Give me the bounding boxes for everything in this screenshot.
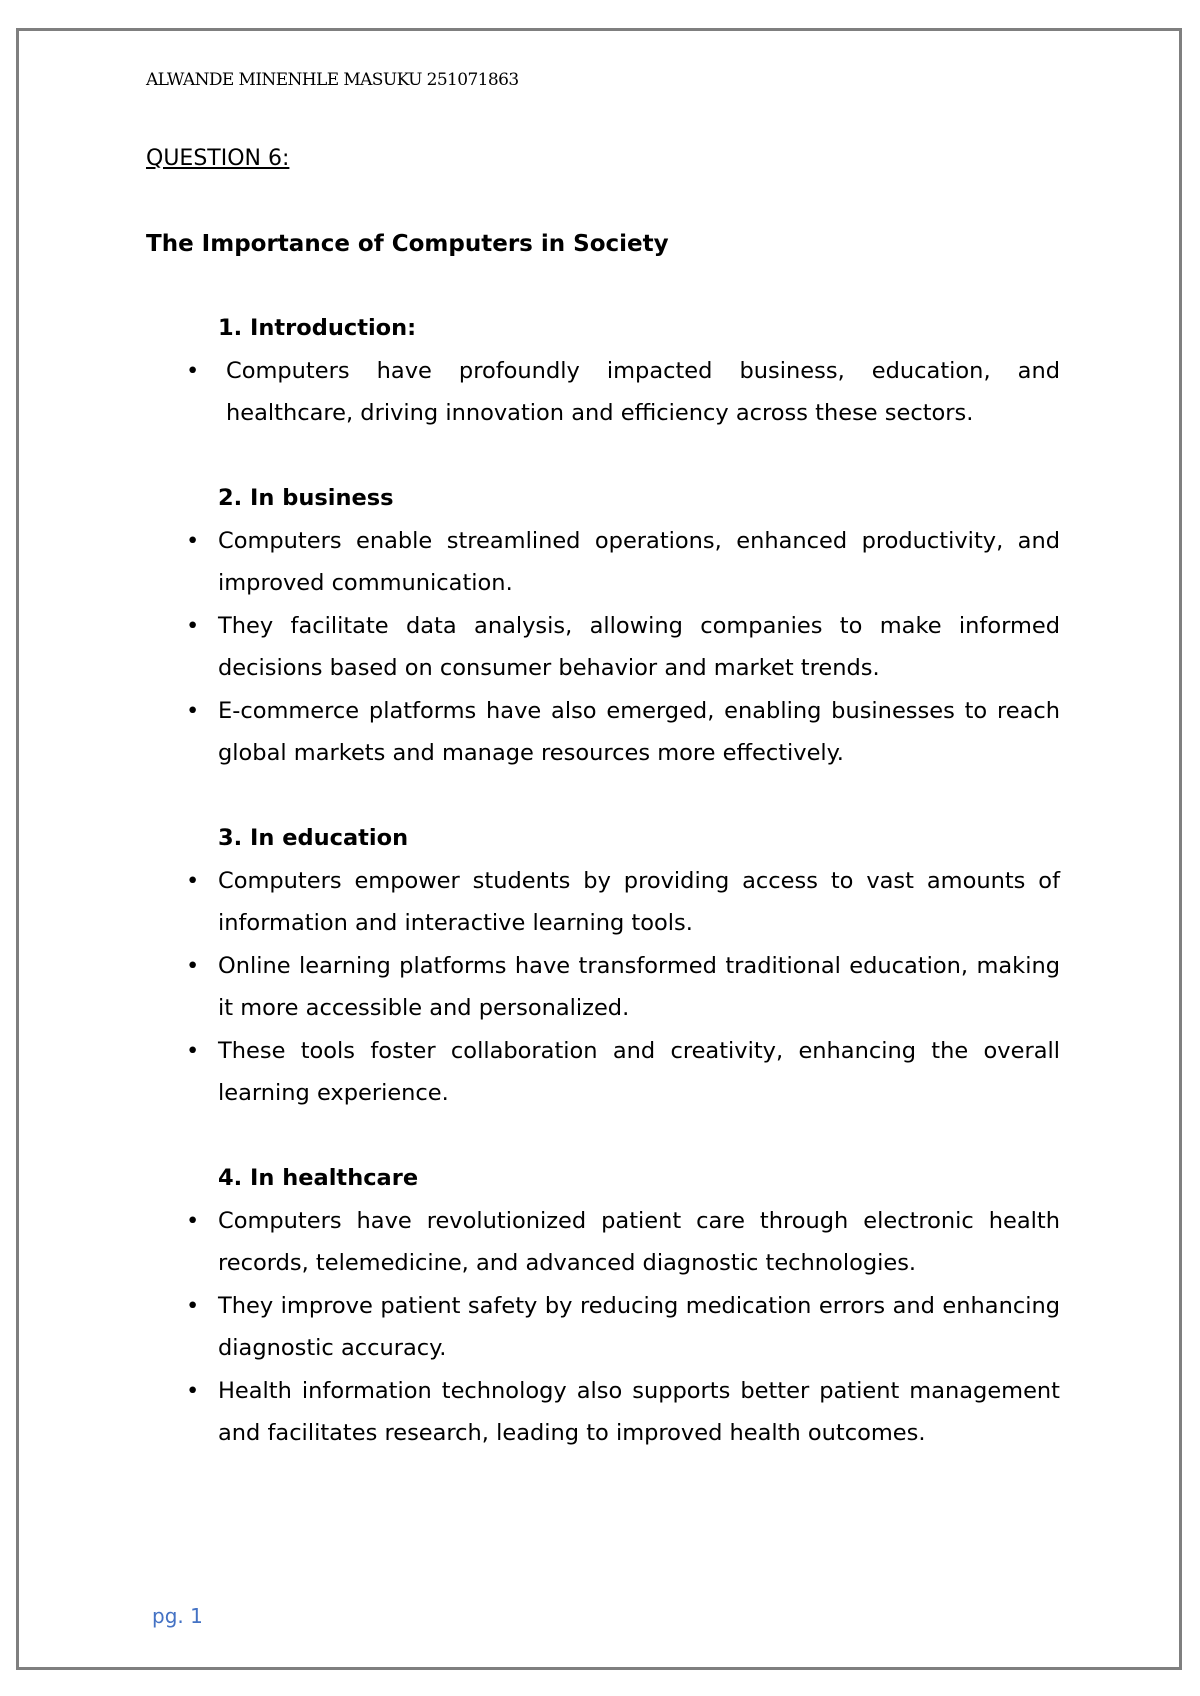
bullet-icon: • (186, 697, 200, 724)
bullet-icon: • (186, 1292, 200, 1319)
section-business (172, 477, 1060, 775)
section-education (172, 817, 1060, 1115)
list-item-text: They improve patient safety by reducing medication errors and enhancing diagnostic accuracy. (218, 1292, 1060, 1361)
list-item (172, 1030, 1060, 1115)
list-item-text: Computers have revolutionized patient care through electronic health records, telemedicine, and advanced diagnostic technologies. (218, 1207, 1060, 1276)
list-item-text: They facilitate data analysis, allowing companies to make informed decisions based on consumer behavior and market trends. (218, 612, 1060, 681)
document-title: The Importance of Computers in Society (146, 231, 669, 257)
list-item (172, 1200, 1060, 1285)
page-number: pg. 1 (152, 1604, 203, 1628)
list-item-text: Computers enable streamlined operations, enhanced productivity, and improved communication. (218, 527, 1060, 596)
bullet-icon: • (186, 952, 200, 979)
list-item-text: E-commerce platforms have also emerged, enabling businesses to reach global markets and manage resources more effectively. (218, 697, 1060, 766)
section-heading: 1. Introduction: (218, 315, 417, 341)
bullet-list (172, 860, 1060, 1115)
bullet-icon: • (186, 1207, 200, 1234)
bullet-list (172, 520, 1060, 775)
section-heading: 2. In business (218, 485, 394, 511)
section-healthcare (172, 1157, 1060, 1455)
list-item (172, 605, 1060, 690)
list-item (172, 945, 1060, 1030)
bullet-list (172, 1200, 1060, 1455)
list-item (172, 1285, 1060, 1370)
list-item-text: These tools foster collaboration and creativity, enhancing the overall learning experience. (218, 1037, 1060, 1106)
list-item-text: Computers empower students by providing access to vast amounts of information and interactive learning tools. (218, 867, 1060, 936)
list-item (172, 1370, 1060, 1455)
list-item-text: Health information technology also supports better patient management and facilitates research, leading to improved health outcomes. (218, 1377, 1060, 1446)
list-item-text: Computers have profoundly impacted business, education, and healthcare, driving innovation and efficiency across these sectors. (226, 357, 1060, 426)
bullet-list (172, 350, 1060, 435)
bullet-icon: • (186, 867, 200, 894)
list-item (172, 690, 1060, 775)
list-item (172, 860, 1060, 945)
author-header: ALWANDE MINENHLE MASUKU 251071863 (146, 70, 519, 90)
bullet-icon: • (186, 357, 200, 384)
bullet-icon: • (186, 527, 200, 554)
section-introduction (172, 307, 1060, 435)
bullet-icon: • (186, 612, 200, 639)
list-item (172, 350, 1060, 435)
section-heading: 3. In education (218, 825, 409, 851)
list-item-text: Online learning platforms have transformed traditional education, making it more accessible and personalized. (218, 952, 1060, 1021)
bullet-icon: • (186, 1377, 200, 1404)
question-label: QUESTION 6: (146, 146, 290, 171)
bullet-icon: • (186, 1037, 200, 1064)
list-item (172, 520, 1060, 605)
section-heading: 4. In healthcare (218, 1165, 419, 1191)
